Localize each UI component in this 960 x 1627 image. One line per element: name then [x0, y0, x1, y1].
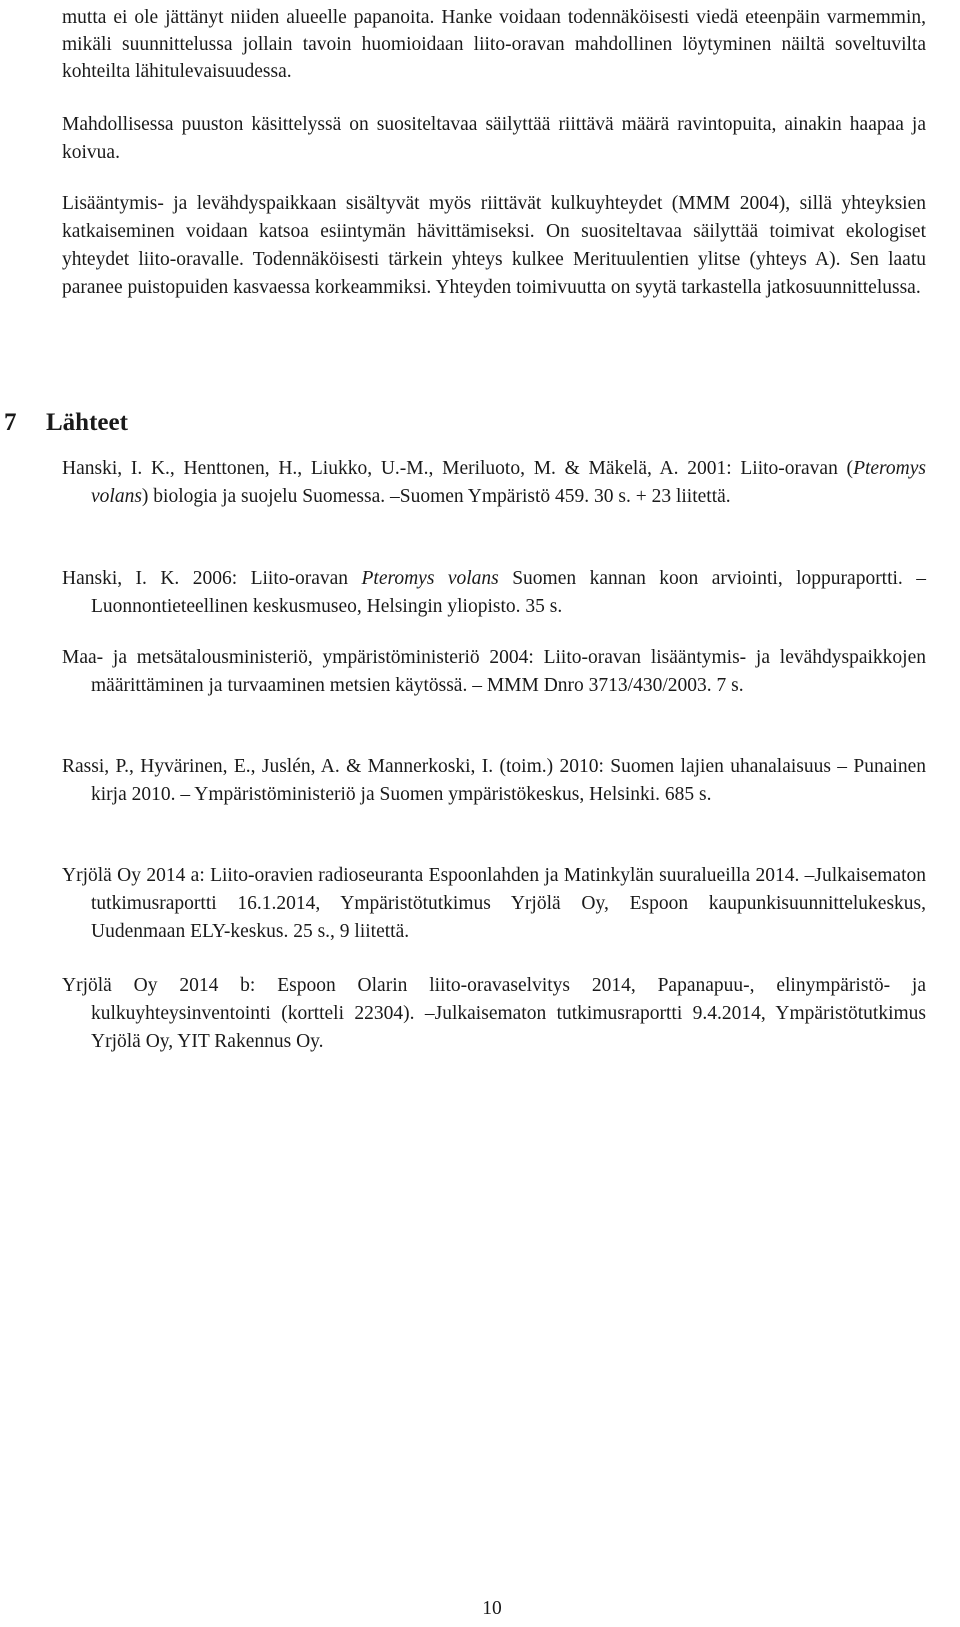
reference-species-name: Pteromys volans	[91, 458, 926, 507]
reference-item: Yrjölä Oy 2014 a: Liito-oravien radioseuranta Espoonlahden ja Matinkylän suuralueilla 2014. –Julkaisematon tutkimusraportti 16.1.2014, Ympäristötutkimus Yrjölä Oy, Espoon kaupunkisuunnittelukeskus, Uudenmaan ELY-keskus. 25 s., 9 liitettä.	[62, 865, 926, 942]
section-title: Lähteet	[46, 409, 128, 436]
reference-text: Hanski, I. K. 2006: Liito-oravan	[62, 568, 362, 589]
reference-text: Suomen kannan koon arviointi, loppuraportti. –Luonnontieteellinen keskusmuseo, Helsingin yliopisto. 35 s.	[91, 568, 926, 617]
reference-text: ) biologia ja suojelu Suomessa. –Suomen Ympäristö 459. 30 s. + 23 liitettä.	[141, 486, 731, 507]
paragraph-continuation: mutta ei ole jättänyt niiden alueelle papanoita. Hanke voidaan todennäköisesti viedä eteenpäin varmemmin, mikäli suunnittelussa jollain tavoin huomioidaan liito-oravan mahdollinen löytyminen näiltä soveltuvilta kohteilta lähitulevaisuudessa.	[62, 7, 926, 82]
section-number: 7	[4, 409, 17, 436]
reference-item	[62, 565, 926, 621]
paragraph-connections: Lisääntymis- ja levähdyspaikkaan sisältyvät myös riittävät kulkuyhteydet (MMM 2004), sillä yhteyksien katkaiseminen voidaan katsoa esiintymän hävittämiseksi. On suositeltavaa säilyttää toimivat ekologiset yhteydet liito-oravalle. Todennäköisesti tärkein yhteys kulkee Merituulentien ylitse (yhteys A). Sen laatu paranee puistopuiden kasvaessa korkeammiksi. Yhteyden toimivuutta on syytä tarkastella jatkosuunnittelussa.	[62, 193, 926, 298]
paragraph-food-trees: Mahdollisessa puuston käsittelyssä on suositeltavaa säilyttää riittävä määrä ravintopuita, ainakin haapaa ja koivua.	[62, 114, 926, 163]
section-heading	[4, 408, 128, 438]
reference-text: Hanski, I. K., Henttonen, H., Liukko, U.-M., Meriluoto, M. & Mäkelä, A. 2001: Liito-oravan (	[62, 458, 854, 479]
reference-item	[62, 455, 926, 511]
reference-item: Maa- ja metsätalousministeriö, ympäristöministeriö 2004: Liito-oravan lisääntymis- ja levähdyspaikkojen määrittäminen ja turvaaminen metsien käytössä. – MMM Dnro 3713/430/2003. 7 s.	[62, 647, 926, 696]
reference-species-name: Pteromys volans	[361, 568, 499, 589]
page-number: 10	[482, 1598, 502, 1619]
reference-item: Rassi, P., Hyvärinen, E., Juslén, A. & Mannerkoski, I. (toim.) 2010: Suomen lajien uhanalaisuus – Punainen kirja 2010. – Ympäristöministeriö ja Suomen ympäristökeskus, Helsinki. 685 s.	[62, 756, 926, 805]
reference-item: Yrjölä Oy 2014 b: Espoon Olarin liito-oravaselvitys 2014, Papanapuu-, elinympäristö- ja kulkuyhteysinventointi (kortteli 22304). –Julkaisematon tutkimusraportti 9.4.2014, Ympäristötutkimus Yrjölä Oy, YIT Rakennus Oy.	[62, 975, 926, 1052]
